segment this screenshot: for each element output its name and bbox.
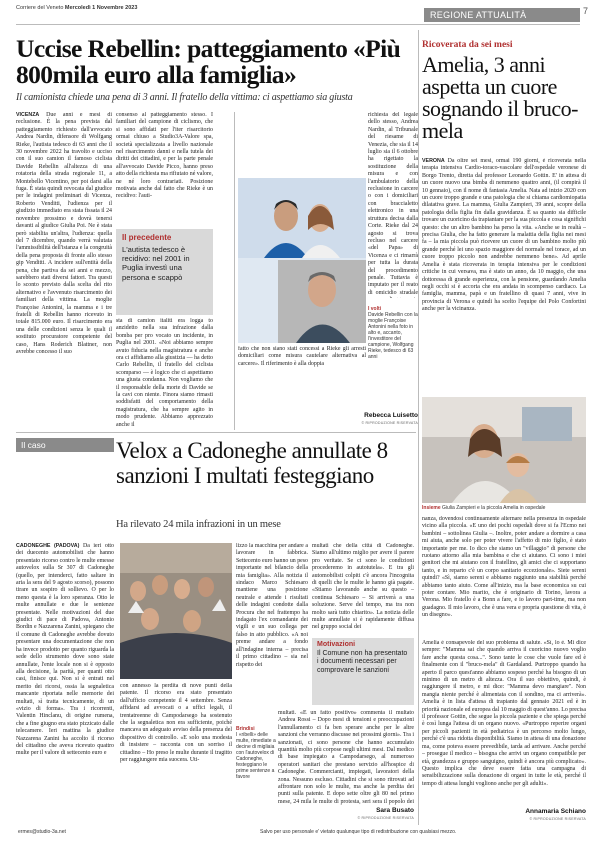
precedent-box-body: L'autista tedesco è recidivo: nel 2001 in Puglia investì una persona e scappò: [122, 245, 190, 282]
rebellin-signature: Rebecca Luisetto: [364, 412, 418, 419]
amelia-signature: Annamaria Schiano: [525, 808, 586, 815]
motivazioni-box: [312, 638, 414, 705]
amelia-column-b: nanza, dovendosi continuamente alternare nella presenza in ospedale vicino alla piccola. «E uno dei pochi ospedali dove si fa l'Ecmo nei bambini – sottolinea Giulia –. Inoltre, poter andare a dormire a casa mi aiuta, anche solo per poter vivere l'affetto di mio figlio, è stato importante per me. Io dico che siamo un "villaggio" di persone che ruotano attorno alla mia bambina e che ci aiutano. Ci sono i miei genitori che mi aiutano con il fratellino, gli amici che ci supportano tanto, e in reparto c'è un corpo sanitario eccezionale». Siete sereni quindi? «Sì, siamo sereni e abbiamo raggiunto una stabilità perché abbiamo tanto aiuto. Come all'inizio, ma la base economica su cui poter contare. Mio marito, che è originario di Torino, lavora a Verona. Mio fratello è a Bonn a fare, e io lavoro part-time, ma non guadagno. Il mio lavoro, che è una vera e propria questione di vita, è un disegno».: [422, 516, 586, 619]
velox-subheadline: Ha rilevato 24 mila infrazioni in un mese: [116, 519, 281, 530]
publication-name: Corriere del Veneto: [16, 5, 64, 11]
amelia-column-a: [422, 158, 586, 394]
header-rule: [16, 24, 580, 25]
rebellin-column-2a: consenso al patteggiamento stesso. I familiari del campione di ciclismo, che si sono affidati per l'iter risarcitorio ormai chiuso a Studio3A-Valore spa, società specializzata a livello nazionale nel risarcimento danni e nella tutela dei diritti dei cittadini, e per la parte penale all'avvocato Davide Picco, hanno preso atto della richiesta ma rifiutato né valore, ne né loro contrariati. Posizione motivata anche dal fatto che Rieke è un recidivo: l'auti-: [116, 112, 213, 200]
velox-dateline: CADONEGHE (PADOVA): [16, 543, 80, 549]
page-number: 7: [583, 6, 589, 16]
amelia-photo-caption: [422, 505, 586, 511]
case-section-tag: Il caso: [16, 438, 114, 452]
velox-column-5: multati. «È un fatto positivo» commenta il multato Andrea Rossi – Dopo mesi di tensioni e preoccupazioni l'annullamento ci fa ben sperare anche per le altre sanzioni che verranno discusse nei prossimi giorni». Tra i sanzionati, ci sono persone che hanno accumulato quantità molto più corpose negli ultimi mesi. Dal medico di base impiegato a Campodarsego, al numeroso operatori sanitari che prestano servizio all'hospice di Cadoneghe. Commercianti, impiegati, lavoratori della zona. Nessuno escluso. Cittadini che si sono ritrovati ad affrontare non solo le multe, ma anche la perdita dei punti sulla patente. E dopo sette oltre gli 80 nel primo mese, 24 mila le multe di protesta, seri sera il popolo dei: [278, 710, 414, 805]
amelia-dateline: VERONA: [422, 158, 445, 164]
precedent-box: [116, 229, 213, 315]
velox-photo: [120, 543, 232, 679]
column-divider: [234, 112, 235, 430]
velox-caption-title: Brindisi: [236, 726, 255, 732]
motivazioni-box-title: Motivazioni: [317, 641, 356, 648]
amelia-column-a-text: Da oltre sei mesi, ormai 190 giorni, è ricoverata nella terapia intensiva Cardio-toraco-vascolare dell'ospedale veronese di Borgo Trento, diretta dal professor Leonardo Gottin. E' in attesa di un cuore nuovo una bimba di nemmeno quattro anni, (il compirà il 10 gennaio), con il nome di fantasia Amelia. Nata ad inizio 2020 con un cuore troppo grande e una patologia che si chiama cardiomiopatia dilatativa grave. La mamma, Giulia Zampieri, 39 anni, scopre della patologia della figlia fin dalla gravidanza. È sa quanto sia difficile trovare un cuoricino da trapiantare per la sua piccola e cosa significhi questo: che un altro bambino ha perso la vita. «Anche se in realtà – precisa Giulia, che ha fatto generare la malattia della figlia nei mesi fa – la mia piccola può ricevere un cuore di un bambino molto più grande perché lei uno spazio maggiore del normale nel torace, ad un cuore troppo piccolo non andrebbe nemmeno bene». Ad aprile Amelia è stata ricoverata in terapia intensiva per le condizioni critiche in cui versava, ma è stato un anno, da 10 maggio, che una dottoressa di grande esperienza, con la pensione, guardando Amelia negli occhi si è accorta che era andata in scompenso cardiaco. La famiglia, mamma, papà e un fratellino di quasi 7 anni, vive in provincia di Verona e quindi ha scelto l'equipe del Polo Confortini anche per la vicinanza.: [422, 158, 586, 313]
amelia-headline: Amelia, 3 anni aspetta un cuore sognando il bruco-mela: [422, 52, 578, 143]
velox-headline: Velox a Cadoneghe annullate 8 sanzioni I multati festeggiano: [116, 438, 388, 488]
section-banner: REGIONE ATTUALITÀ: [424, 8, 580, 22]
rebellin-photo: [238, 178, 366, 343]
amelia-photo: [422, 397, 586, 503]
rebellin-photo-image: [238, 178, 366, 343]
velox-photo-image: [120, 543, 232, 679]
amelia-caption-title: Insieme: [422, 505, 441, 511]
rebellin-headline: Uccise Rebellin: patteggiamento «Più 800mila euro alla famiglia»: [16, 34, 401, 89]
right-column-divider: [418, 30, 419, 825]
amelia-caption-text: Giulia Zampieri e la piccola Amelia in ospedale: [442, 505, 546, 511]
rebellin-subheadline: Il camionista chiede una pena di 3 anni. Il fratello della vittima: ci aspettiamo sia giusta: [16, 92, 353, 103]
rebellin-column-2b: sta di camion italiti era logga to anzidetto nella sua infrazione dalla bomba per pro vocato un incidente, in Puglia nel 2001. «Noi abbiamo sempre avuto fiducia nella magistratura e anche ora ci affidiamo alla giustizia — ha detto Carlo Rebellin, il fratello del ciclista scomparso — è logico che ci aspettiamo una giusta condanna. Non vogliamo che il responsabile della morte di Davide se la cavi con niente. Finora siamo rimasti soddisfatti del comportamento della magistratura, che ha sempre agito in modo prudente. Abbiamo apprezzato anche il: [116, 318, 213, 428]
amelia-copyright: © RIPRODUZIONE RISERVATA: [529, 817, 586, 821]
precedent-box-title: Il precedente: [122, 233, 172, 242]
motivazioni-box-body: Il Comune non ha presentato i documenti necessari per comprovare le sanzioni: [317, 650, 408, 674]
rebellin-photo-caption: [368, 306, 420, 360]
rebellin-column-1-text: Due anni e mesi di reclusione. È la pena prevista dal patteggiamento richiesto dall'avvocato Andrea Nardin, difensore di Wolfgang Rieke, l'autista tedesco di 63 anni che il 30 novembre 2022 ha travolto e ucciso con il suo camion il famoso ciclista Davide Rebellin all'altezza di una rotatoria della strada regionale 11, a Montebello Vicentino, per poi darsi alla fuga. È stata quindi revocata dal giudice per le indagini preliminari di Vicenza, Roberto Venditti, l'udienza per il giudizio immediato era stata fissata il 24 novembre prossimo e dovrà tenersi davanti al giudice Giulia Poi. Ne è stata però stabilita un'altra, l'udienza: quella del 7 dicembre, quando verrà valutata l'ammissibilità dell'istanza e la congruità della pena proposta di fronte allo stesso gip Venditti. A incidere sull'entità della pena, che partiva da sei anni e mezzo, sarebbero stati diversi fattori. Tra questi lo sconto previsto dalla scelta del rito alternativo e l'avvenuto risarcimento dei familiari della vittima. La moglie Françoise Antonini, la mamma e i tre fratelli di Rebellin hanno ricevuto in totale 815.000 euro. Il risarcimento era una delle condizioni senza le quali il sostituto procuratore competente del caso, Hans Roderich Blattner, non avrebbe concesso il suo: [16, 112, 112, 355]
amelia-column-c: Amelia è consapevole del suo problema di salute. «Sì, lo è. Mi dice sempre: "Mamma sai che quando arriva il cuoricino nuovo voglio fare anche questa cosa...". Sono tante le cose che vuole fare ed è finalmente con il "bruco-mela" di Gardaland. Purtroppo quando ha aperto il parco quest'anno abbiamo sospeso perché ha bisogno di un minimo di un metro di altezza. Ora il suo obiettivo, quindi, è raggiungere il metro, e mi dice: "Mamma devo mangiare". Non mangia niente perché è alimentata con il sondino, ma ci arriverà». Amelia è in lista d'attesa di trapianto dal gennaio 2021 ed è in priorità nazionale ed europea dal 10 maggio di quest'anno. Lo precisa il professor Gottin, che segue la piccola paziente e che spiega perché è così lunga l'attesa di un organo nuovo. «Purtroppo reperire organi per piccoli pazienti in età pediatrica è un percorso molto lungo, perché c'è una ridotta disponibilità. Siamo in attesa di una donazione ma, come poteva essere prevedibile, tarda ad arrivare. Anche perché – prosegue il medico – bisogna che arrivi un organo compatibile per età, grandezza e gruppo sanguigno, quindi è ancora più complicato». Questo implica che deve essere fatta una campagna di sensibilizzazione sulla donazione di organi in tutte le età, perché il tempo di attesa lunghi vogliono anche per gli adulti».: [422, 640, 586, 787]
velox-signature: Sara Busato: [376, 807, 414, 814]
footer-notice: Salvo per uso personale e' vietato qualunque tipo di redistribuzione con qualsiasi mezzo.: [260, 829, 457, 835]
velox-column-1: [16, 543, 114, 818]
rebellin-caption-title: I volti: [368, 306, 382, 312]
velox-copyright: © RIPRODUZIONE RISERVATA: [357, 816, 414, 820]
rebellin-dateline: VICENZA: [16, 112, 40, 118]
rebellin-column-1: [16, 112, 112, 430]
velox-caption-text: I «ribelli» delle multe, rimediate a decine di migliaia con l'autovelox di Cadoneghe, festeggiano le prime sentenze a favore: [236, 732, 276, 780]
section-divider: [16, 432, 416, 433]
issue-date: Mercoledì 1 Novembre 2023: [64, 5, 138, 11]
rebellin-copyright: © RIPRODUZIONE RISERVATA: [361, 421, 418, 425]
rebellin-column-3: fatto che non siano stati concessi a Rieke gli arresti domiciliari come misura cautelare alternativa al carcere». Il riferimento è alla doppia: [238, 346, 366, 367]
velox-column-1-text: Da ieri otto dei duecento automobilisti che hanno presentato ricorso contro le multe emesse autovelox sulla Sr 307 di Cadoneghe (quello, per intenderci, fatto saltare in aria la sera del 9 agosto scorso), possono tirare un sospiro di sollievo. O per lo meno questa è la loro speranza. Otto le multe annullate e due le sentenze presentate. Nelle motivazioni del due giudici di pace di Padova, Antonio Bordin e Nazzarena Zanini, spiegano che il comune di Cadoneghe avrebbe dovuto presentare una documentazione che non ha invece prodotto per quanto riguarda la sede dello strumento dove sono state annullate, l'ente locale non si è opposto alla decisione, la parità, per quanti otto casi, finisce qui. Non si è entrati nel merito dei ricorsi, ossia la segnaletica mancante riportata nelle memorie dei multati, sì tratta tecnicamente, di un «vizio di forma». Tra i ricorrenti, Valentin Hinclanu, di origine rumena, che a fine giugno era stato pizzicato dalle telecamere. Ieri mattina la giudice Nazzarena Zanini ha accolto il ricorso del cittadino che aveva ricevuto quattro multe per il valore di settecento euro e: [16, 543, 114, 757]
velox-photo-caption: [236, 726, 276, 780]
velox-column-4: multati che della città di Cadoneghe. Siamo all'ultimo miglio per avere il parere pro veritate. Se ci sono le condizioni procederemo in autotutela». E tra gli automobilisti colpiti c'è ancora l'incognita di quelli che le multe le hanno già pagate. «Stiamo lavorando anche su questo – continua Schiesaro – Si arriverà a una soluzione. Serve del tempo, ma tra non molto sarà tutto chiarito». La notizia delle multe annullate si è rapidamente diffusa nel gruppo social dei: [312, 543, 414, 631]
rebellin-caption-text: Davide Rebellin con la moglie Françoise Antonini nella foto in alto e, accanto, l'investitore del campione, Wolfgang Rieke, tedesco di 63 anni: [368, 312, 418, 360]
amelia-photo-image: [422, 397, 586, 503]
page-header-publication: [16, 5, 137, 11]
amelia-kicker: Ricoverata da sei mesi: [422, 40, 513, 50]
velox-column-2: con annesso la perdita di nove punti della patente. Il ricorso era stato presentato dall'ufficio competente il 4 settembre. Senza affidarsi ad avvocati o a uffici legali, il trentatreenne di Campodarsego ha sostenuto che la segnaletica non era sufficiente, poiché mancava un adeguato avviso della presenza del dispositivo di controllo. «E solo una modesta di insistere – racconta con un sorriso il cittadino – Ho preso le multe durante il tragitto per raggiungere mia suocera. Uti-: [120, 683, 232, 764]
footer-email: ermes@studio-3a.net: [18, 829, 66, 835]
rebellin-column-4: richiesta del legale dello stesso, Andrea Nardin, al Tribunale del riesame di Venezia, che sia il 14 luglio sia il 6 ottobre ha rigettato la sostituzione della misura e con l'ambulatorio della reclusione in carcere o con i domiciliari con braccialetto elettronico in una struttura decisa dalla Corte. Rieke dal 24 agosto si trova recluso nel carcere «del Papa» di Vicenza e ci rimarrà per tutta la durata del procedimento penale. Tuttavia è imputato per il reato di omicidio stradale: [368, 112, 418, 296]
velox-column-3: lizzo la macchina per andare a lavorare in fabbrica. Settecento euro hanno un peso importante nel bilancio della mia famiglia». Alla notizia il sindaco Marco Schiesaro mantiene una posizione neutrale e attende i risultati delle indagini condotte dalla Procura che nel frattempo ha indagato l'ex comandante dei vigili e un suo collega per falso in atto pubblico. «A noi preme andare a fondo all'indagine interna – precisa il primo cittadino – sia nel rispetto dei: [236, 543, 308, 668]
